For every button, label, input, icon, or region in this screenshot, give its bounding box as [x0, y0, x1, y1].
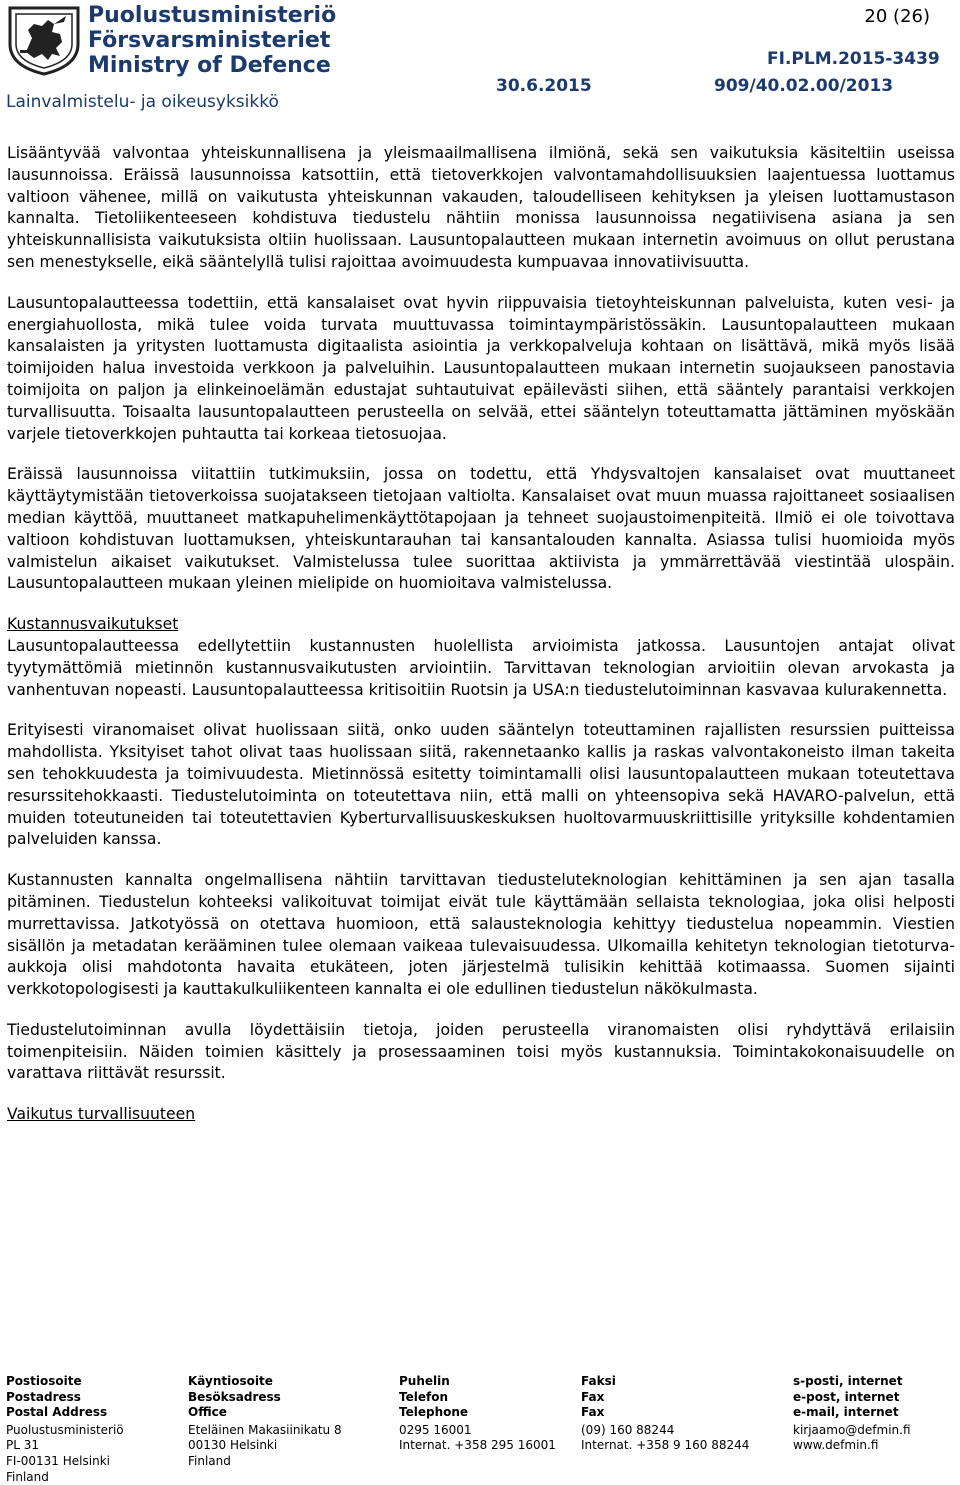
footer-label: Besöksadress	[188, 1389, 281, 1404]
finnish-lion-coat-of-arms-icon	[4, 4, 84, 76]
footer-value: Puolustusministeriö	[6, 1422, 124, 1437]
footer-labels	[581, 1374, 749, 1421]
paragraph-2: Lausuntopalautteessa todettiin, että kansalaiset ovat hyvin riippuvaisia tietoyhteiskunnan palveluista, kuten vesi- ja energiahuollosta, mikä tulee voida turvata muuttuvassa toimintaympäristössäkin. Lausuntopalautteen mukaan kansalaisten ja yritysten luottamusta digitaalista asiointia ja verkkopalveluja kohtaan on lisättävä, mikä myös lisää toimijoiden halua investoida verkkoon ja palveluihin. Lausuntopalautteen mukaan internetin suojaukseen panostavia toimijoita on paljon ja elinkeinoelämän edustajat suhtautuivat epäilevästi siihen, että sääntely parantaisi verkkojen turvallisuutta. Toisaalta lausuntopalautteen perusteella on selvää, ettei sääntelyn toteuttamatta jättäminen myöskään varjele tietoverkkojen puhtautta tai korkeaa tietosuojaa.	[7, 293, 955, 443]
footer-label: Postadress	[6, 1389, 81, 1404]
document-reference-secondary: 909/40.02.00/2013	[714, 76, 894, 96]
footer-website[interactable]: www.defmin.fi	[793, 1438, 879, 1453]
footer-value: PL 31	[6, 1438, 40, 1453]
paragraph-6: Kustannusten kannalta ongelmallisena nähtiin tarvittavan tiedusteluteknologian kehittäminen ja sen ajan tasalla pitäminen. Tiedustelun kohteeksi valikoituvat toimijat eivät tule käyttämään sellaista teknologiaa, joka olisi helposti murrettavissa. Jatkotyössä on otettava huomioon, että salausteknologia kehittyy tiedustelua nopeammin. Viestien sisällön ja metadatan kerääminen tulee olemaan vaikeaa tulevaisuudessa. Ulkomailla kehitetyn teknologian tietoturva-aukkoja olisi mahdotonta havaita etukäteen, joten järjestelmä tulisikin kehittää kotimaassa. Suomen sijainti verkkotopologisesti ja kauttakulkuliikenteen kannalta ei ole edullinen tiedustelun näkökulmasta.	[7, 871, 955, 999]
footer-label: Telephone	[399, 1405, 469, 1420]
ministry-name-en: Ministry of Defence	[88, 53, 331, 78]
document-date: 30.6.2015	[496, 76, 592, 96]
footer-value: FI-00131 Helsinki	[6, 1453, 110, 1468]
footer-email[interactable]: kirjaamo@defmin.fi	[793, 1422, 911, 1437]
footer-email-internet	[793, 1374, 911, 1454]
footer-postal-address	[6, 1374, 124, 1485]
footer-value: Internat. +358 295 16001	[399, 1438, 556, 1453]
footer-label: Telefon	[399, 1389, 448, 1404]
page-header	[0, 0, 960, 130]
footer-values	[793, 1423, 911, 1454]
paragraph-3: Eräissä lausunnoissa viitattiin tutkimuksiin, jossa on todettu, että Yhdysvaltojen kansalaiset ovat muuttaneet käyttäytymistään tietoverkoissa suojatakseen tietojaan valtiolta. Kansalaiset ovat muun muassa rajoittaneet sosiaalisen median käyttöä, muuttaneet matkapuhelimenkäyttötapojaan ja tehneet suojaustoimenpiteitä. Ilmiö ei ole toivottava valtioon kohdistuvan luottamuksen, yhteiskuntarauhan tai kansantalouden kannalta. Asiassa tulisi huomioida myös valmistelun aikaiset vaikutukset. Valmistelussa tulee suorittaa aktiivista ja ymmärrettävää viestintää ulospäin. Lausuntopalautteen mukaan yleinen mielipide on huomioitava valmistelussa.	[7, 465, 955, 593]
footer-label: s-posti, internet	[793, 1374, 903, 1388]
paragraph-4: Lausuntopalautteessa edellytettiin kustannusten huolellista arvioimista jatkossa. Lausuntojen antajat olivat tyytymättömiä mietinnön kustannusvaikutusten arviointiin. Tarvittavan teknologian arvioitiin olevan arvokasta ja vanhentuvan nopeasti. Lausuntopalautteessa kritisoitiin Ruotsin ja USA:n tiedustelutoiminnan kasvavaa kulurakennetta.	[7, 636, 955, 699]
footer-value: Finland	[188, 1453, 231, 1468]
section-heading-costs: Kustannusvaikutukset	[7, 615, 179, 634]
page-number: 20 (26)	[864, 6, 930, 27]
document-reference-primary: FI.PLM.2015-3439	[767, 49, 940, 69]
footer-label: Fax	[581, 1405, 605, 1420]
ministry-name-fi: Puolustusministeriö	[88, 3, 337, 28]
paragraph-7: Tiedustelutoiminnan avulla löydettäisiin tietoja, joiden perusteella viranomaisten olisi ryhdyttävä erilaisiin toimenpiteisiin. Näiden toimien käsittely ja prosessaaminen toisi myös kustannuksia. Toimintakokonaisuudelle on varattava riittävät resurssit.	[7, 1020, 955, 1083]
footer-telephone	[399, 1374, 556, 1454]
footer-values	[6, 1423, 124, 1485]
footer-value: Finland	[6, 1469, 49, 1484]
ministry-name-sv: Försvarsministeriet	[88, 28, 331, 53]
footer-label: Faksi	[581, 1374, 616, 1388]
footer-value: 00130 Helsinki	[188, 1438, 278, 1453]
footer-label: e-mail, internet	[793, 1405, 899, 1420]
ministry-name-block	[88, 3, 336, 78]
footer-label: Käyntiosoite	[188, 1374, 273, 1388]
document-body	[7, 143, 955, 1126]
paragraph-5: Erityisesti viranomaiset olivat huolissaan siitä, onko uuden sääntelyn toteuttaminen rajallisten resurssien puitteissa mahdollista. Yksityiset tahot olivat taas huolissaan siitä, rakennetaanko kallis ja raskas valvontakoneisto ilman takeita sen tehokkuudesta ja toimivuudesta. Mietinnössä esitetty toimintamalli olisi lausuntopalautteen mukaan toteutettava resurssitehokkaasti. Tiedustelutoiminta on toteutettava niin, että malli on yhteensopiva sekä HAVARO-palvelun, että muiden toteutuneiden tai toteutettavien Kyberturvallisuuskeskuksen huoltovarmuuskriittisille yrityksille kohdentamien palveluiden kanssa.	[7, 721, 955, 849]
footer-label: Fax	[581, 1389, 605, 1404]
footer-office-address	[188, 1374, 342, 1470]
footer-values	[581, 1423, 749, 1454]
footer-label: e-post, internet	[793, 1389, 900, 1404]
footer-values	[399, 1423, 556, 1454]
footer-labels	[6, 1374, 124, 1421]
unit-name: Lainvalmistelu- ja oikeusyksikkö	[6, 92, 279, 112]
footer-value: (09) 160 88244	[581, 1422, 675, 1437]
footer-label: Office	[188, 1405, 227, 1420]
section-heading-security: Vaikutus turvallisuuteen	[7, 1105, 196, 1124]
paragraph-1: Lisääntyvää valvontaa yhteiskunnallisena ja yleismaailmallisena ilmiönä, sekä sen vaikutuksia käsiteltiin useissa lausunnoissa. Eräissä lausunnoissa katsottiin, että tietoverkkojen valvontamahdollisuuksien laajentuessa luottamus valtioon vähenee, millä on vaikutusta yhteiskunnan vakauden, taloudelliseen kehityksen ja yleisen luottamustason kannalta. Tietoliikenteeseen kohdistuva tiedustelu nähtiin monissa lausunnoissa negatiivisena asiana ja sen yhteiskunnallisista vaikutuksista oltiin huolissaan. Lausuntopalautteen mukaan internetin avoimuus on ollut perustana sen menestykselle, eikä sääntelyllä tulisi rajoittaa avoimuudesta kumpuavaa innovatiivisuutta.	[7, 144, 955, 271]
footer-values	[188, 1423, 342, 1470]
footer-value: Eteläinen Makasiinikatu 8	[188, 1422, 342, 1437]
footer-fax	[581, 1374, 749, 1454]
footer-label: Postiosoite	[6, 1374, 82, 1388]
footer-label: Puhelin	[399, 1374, 450, 1388]
footer-labels	[793, 1374, 911, 1421]
footer-value: Internat. +358 9 160 88244	[581, 1438, 750, 1453]
footer-labels	[399, 1374, 556, 1421]
footer-labels	[188, 1374, 342, 1421]
footer-value: 0295 16001	[399, 1422, 472, 1437]
footer-label: Postal Address	[6, 1405, 108, 1420]
